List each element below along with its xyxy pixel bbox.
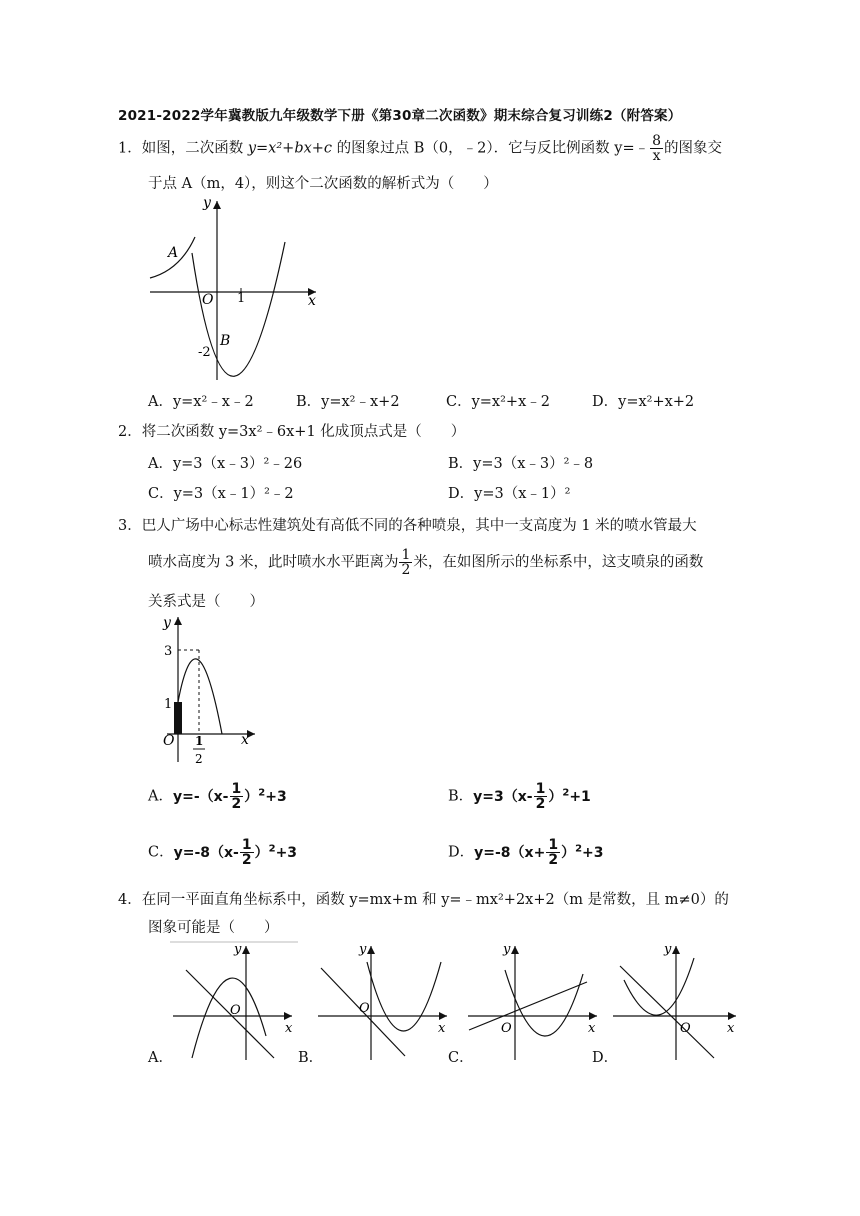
q3-option-b-post: ）	[548, 788, 563, 805]
q1-line1	[118, 134, 722, 163]
q3-option-c-fn: 1	[241, 837, 252, 853]
q4d-line	[620, 966, 714, 1058]
q1-figure	[140, 195, 340, 385]
q4d-label-o: O	[680, 1021, 691, 1036]
q4d-label-x: x	[727, 1021, 735, 1036]
q3-option-d-pre: y=-8（x+	[474, 844, 546, 861]
q3-option-d-tail: +3	[582, 844, 604, 861]
q4d-parabola	[624, 958, 694, 1015]
q3-option-b-exp: 2	[562, 786, 570, 798]
q3-option-b-pre: y=3（x-	[473, 788, 533, 805]
q3-text-a: 喷水高度为 3 米，此时喷水水平距离为	[148, 554, 399, 571]
q3-y-arrow	[174, 617, 182, 625]
q1-text-b: 的图象过点	[332, 140, 414, 157]
q4c-label-x: x	[588, 1021, 596, 1036]
q3-option-a-tail: +3	[265, 788, 287, 805]
q3-option-b-frac	[534, 782, 548, 811]
q1-label-y: y	[203, 195, 211, 211]
q3-label-y: y	[163, 615, 171, 631]
q1-label-b: B	[220, 333, 231, 349]
q3-option-c	[148, 838, 297, 867]
q3-option-c-frac	[240, 838, 254, 867]
q3-option-d-exp: 2	[575, 842, 583, 854]
q3-option-b-tail: +1	[569, 788, 591, 805]
q3-option-c-letter: C．	[148, 844, 174, 861]
q3-label-x: x	[241, 732, 249, 748]
q3-label-3: 3	[164, 644, 173, 659]
q1-frac-num: 8	[652, 133, 662, 149]
q4-graph-d	[610, 940, 740, 1062]
q3-frac-num: 1	[401, 547, 411, 563]
q3-frac-den: 2	[401, 562, 411, 578]
q4-graph-b	[315, 940, 450, 1062]
q3-option-b-letter: B．	[448, 788, 474, 805]
q3-option-a-post: ）	[244, 788, 259, 805]
q2-option-a: A．y=3（x﹣3）²﹣26	[148, 456, 303, 472]
q3-label-half-den: 2	[195, 752, 203, 766]
q3-label-o: O	[163, 733, 175, 749]
document-title: 2021-2022学年冀教版九年级数学下册《第30章二次函数》期末综合复习训练2（附答案）	[118, 108, 682, 124]
q4b-parabola	[367, 962, 441, 1031]
q3-option-c-fd: 2	[241, 852, 252, 868]
q1-formula: y=x²+bx+c	[247, 140, 333, 157]
q1-label-one: 1	[237, 291, 246, 306]
q3-option-c-post: ）	[254, 844, 269, 861]
q4-graph-a	[170, 940, 300, 1062]
q1-text-c: ．它与反比例函数 y=﹣	[493, 140, 650, 157]
q3-option-d-letter: D．	[448, 844, 475, 861]
q2-option-d: D．y=3（x﹣1）²	[448, 486, 571, 502]
q3-label-half-num: 1	[195, 734, 204, 748]
q2-option-c: C．y=3（x﹣1）²﹣2	[148, 486, 294, 502]
q4c-label-y: y	[503, 942, 511, 957]
q3-option-a-letter: A．	[148, 788, 173, 805]
q4b-y-arrow	[367, 946, 375, 954]
q1-label-a: A	[168, 245, 179, 261]
q1-text-d: 的图象交	[664, 140, 723, 157]
q3-option-b	[448, 782, 591, 811]
q4b-label-y: y	[359, 942, 367, 957]
q1-option-a: A．y=x²﹣x﹣2	[148, 394, 254, 410]
q4a-y-arrow	[242, 946, 250, 954]
q1-fraction	[650, 134, 663, 163]
q4a-label-x: x	[285, 1021, 293, 1036]
q4a-x-arrow	[284, 1012, 292, 1020]
q1-label-x: x	[308, 293, 316, 309]
q3-text-b: 米，在如图所示的坐标系中，这支喷泉的函数	[413, 554, 704, 571]
q3-option-a-exp: 2	[258, 786, 266, 798]
q3-figure	[155, 612, 265, 772]
q3-option-d-fn: 1	[548, 837, 559, 853]
q4-line1: 4．在同一平面直角坐标系中，函数 y=mx+m 和 y=﹣mx²+2x+2（m 是常数，且 m≠0）的	[118, 892, 729, 908]
q4c-label-o: O	[501, 1021, 512, 1036]
q3-option-d	[448, 838, 604, 867]
q3-option-c-pre: y=-8（x-	[173, 844, 239, 861]
q3-option-d-fd: 2	[548, 852, 559, 868]
q4-line2: 图象可能是（ ）	[148, 920, 279, 936]
q3-water-pipe	[174, 702, 182, 734]
q4c-x-arrow	[589, 1012, 597, 1020]
q3-option-a-formula	[172, 781, 287, 812]
q3-option-d-formula	[474, 837, 604, 868]
q3-option-a-fd: 2	[231, 796, 242, 812]
q3-line3: 关系式是（ ）	[148, 594, 264, 610]
q3-option-d-post: ）	[561, 844, 576, 861]
q1-line2: 于点 A（m，4），则这个二次函数的解析式为（ ）	[148, 176, 498, 192]
q4-label-c: C．	[448, 1050, 474, 1066]
q1-option-b: B．y=x²﹣x+2	[296, 394, 400, 410]
q3-option-c-exp: 2	[268, 842, 276, 854]
q4c-parabola	[505, 970, 583, 1036]
q3-option-a-frac	[230, 782, 244, 811]
q1-frac-den: x	[652, 148, 661, 164]
q3-parabola	[178, 659, 222, 734]
q1-point-b: B（0，﹣2）	[413, 140, 494, 157]
q1-option-c: C．y=x²+x﹣2	[446, 394, 550, 410]
q2-option-b: B．y=3（x﹣3）²﹣8	[448, 456, 594, 472]
q1-label-o: O	[202, 292, 214, 308]
q1-text-a: 1．如图，二次函数	[118, 140, 248, 157]
q1-label-minus2: -2	[198, 345, 211, 360]
q1-option-d: D．y=x²+x+2	[592, 394, 695, 410]
q3-label-1: 1	[164, 697, 173, 712]
q3-option-c-formula	[173, 837, 298, 868]
q4-graph-c	[465, 940, 600, 1062]
q4b-x-arrow	[439, 1012, 447, 1020]
q3-option-c-tail: +3	[275, 844, 298, 861]
q4-label-d: D．	[592, 1050, 619, 1066]
q4b-label-o: O	[359, 1001, 370, 1016]
q3-option-a-fn: 1	[231, 781, 242, 797]
q3-option-a-pre: y=-（x-	[172, 788, 229, 805]
q3-option-b-fd: 2	[535, 796, 546, 812]
q3-option-b-formula	[473, 781, 591, 812]
q3-fraction	[399, 548, 412, 577]
q4a-label-y: y	[234, 942, 242, 957]
q3-option-d-frac	[546, 838, 560, 867]
q4a-label-o: O	[230, 1003, 241, 1018]
q4c-line	[469, 982, 587, 1030]
q3-option-b-fn: 1	[535, 781, 546, 797]
q4-label-a: A．	[148, 1050, 173, 1066]
q4d-label-y: y	[664, 942, 672, 957]
q4a-parabola	[192, 978, 266, 1058]
q3-line2	[148, 548, 703, 577]
q4b-label-x: x	[438, 1021, 446, 1036]
q1-y-arrow	[213, 201, 221, 209]
q4-label-b: B．	[298, 1050, 324, 1066]
q3-line1: 3．巴人广场中心标志性建筑处有高低不同的各种喷泉，其中一支高度为 1 米的喷水管最大	[118, 518, 697, 534]
q4d-x-arrow	[728, 1012, 736, 1020]
q2-stem: 2．将二次函数 y=3x²﹣6x+1 化成顶点式是（ ）	[118, 424, 466, 440]
q3-option-a	[148, 782, 287, 811]
q4c-y-arrow	[511, 946, 519, 954]
q4d-y-arrow	[672, 946, 680, 954]
